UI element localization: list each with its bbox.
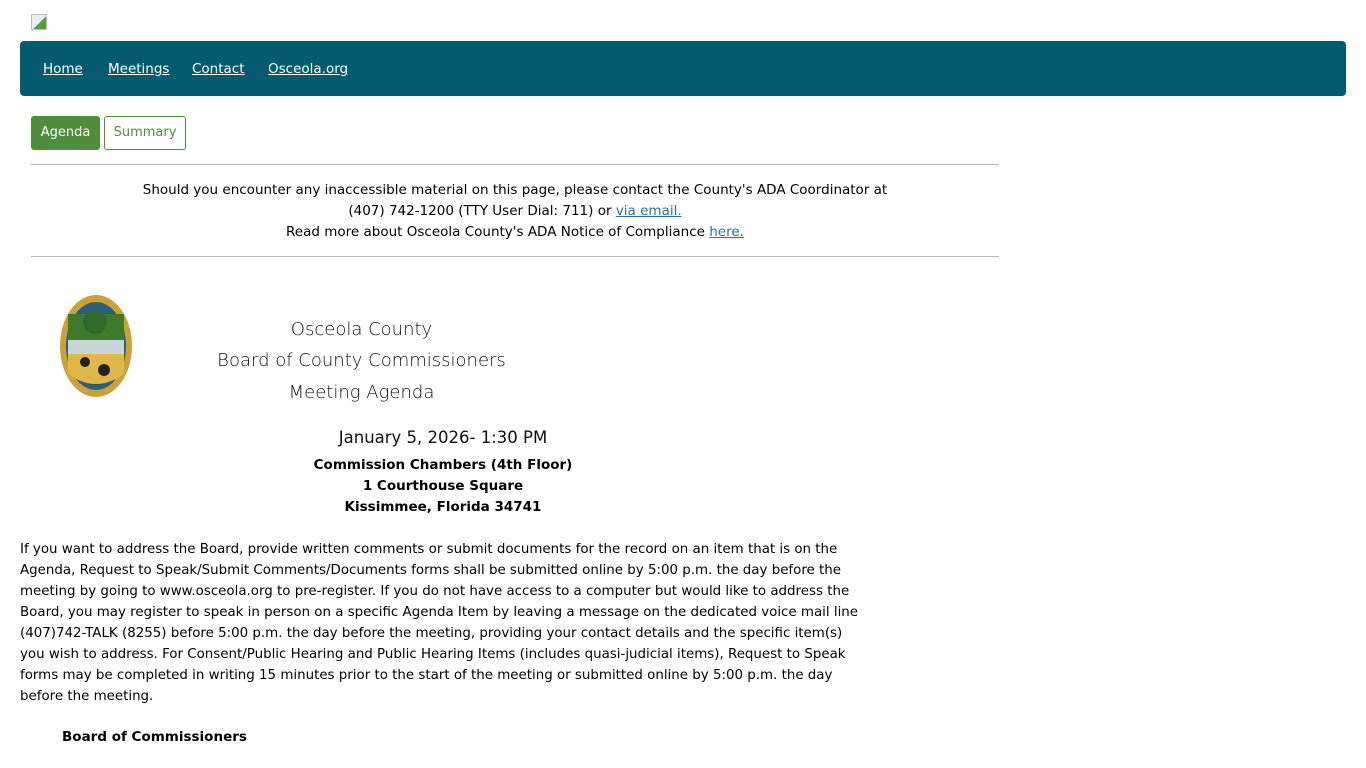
nav-meetings[interactable]: Meetings (108, 61, 170, 77)
tab-agenda[interactable]: Agenda (31, 116, 100, 150)
nav-home[interactable]: Home (43, 61, 83, 77)
agenda-title-board: Board of County Commissioners (217, 350, 506, 371)
nav-contact[interactable]: Contact (192, 61, 245, 77)
speaker-instructions: If you want to address the Board, provide written comments or submit documents for the record on an item that is on the Agenda, Request to Speak/Submit Comments/Documents forms shall be submitted online by 5:00 p.m. the day before the meeting by going to www.osceola.org to pre-register. If you do not have access to a computer but would like to address the Board, you may register to speak in person on a specific Agenda Item by leaving a message on the dedicated voice mail line (407)742-TALK (8255) before 5:00 p.m. the day before the meeting, providing your contact details and the specific item(s) you wish to address. For Consent/Public Hearing and Public Hearing Items (includes quasi-judicial items), Request to Speak forms may be completed in writing 15 minutes prior to the start of the meeting or submitted online by 5:00 p.m. the day before the meeting. (20, 542, 859, 704)
location-line-3: Kissimmee, Florida 34741 (344, 499, 542, 515)
location-line-2: 1 Courthouse Square (362, 478, 524, 494)
divider (31, 164, 999, 165)
ada-line-1: Should you encounter any inaccessible material on this page, please contact the County's ADA Coordinator at (142, 182, 888, 198)
section-heading: Board of Commissioners (62, 729, 247, 745)
ada-notice (31, 180, 999, 243)
main-nav (20, 41, 1346, 96)
ada-line-2: (407) 742-1200 (TTY User Dial: 711) or (348, 203, 612, 219)
broken-image-icon (31, 14, 47, 30)
meeting-location (300, 455, 586, 518)
location-line-1: Commission Chambers (4th Floor) (313, 457, 573, 473)
ada-line-3: Read more about Osceola County's ADA Notice of Compliance (286, 224, 705, 240)
nav-osceola-org[interactable]: Osceola.org (268, 61, 349, 77)
county-seal (59, 294, 133, 398)
meeting-date: January 5, 2026- 1:30 PM (338, 428, 548, 447)
divider (31, 256, 999, 257)
email-link[interactable]: via email. (615, 203, 682, 219)
tab-summary[interactable]: Summary (104, 116, 186, 150)
agenda-title-meeting: Meeting Agenda (288, 382, 435, 403)
ada-here-link[interactable]: here. (709, 224, 744, 240)
agenda-title-county: Osceola County (290, 319, 433, 340)
